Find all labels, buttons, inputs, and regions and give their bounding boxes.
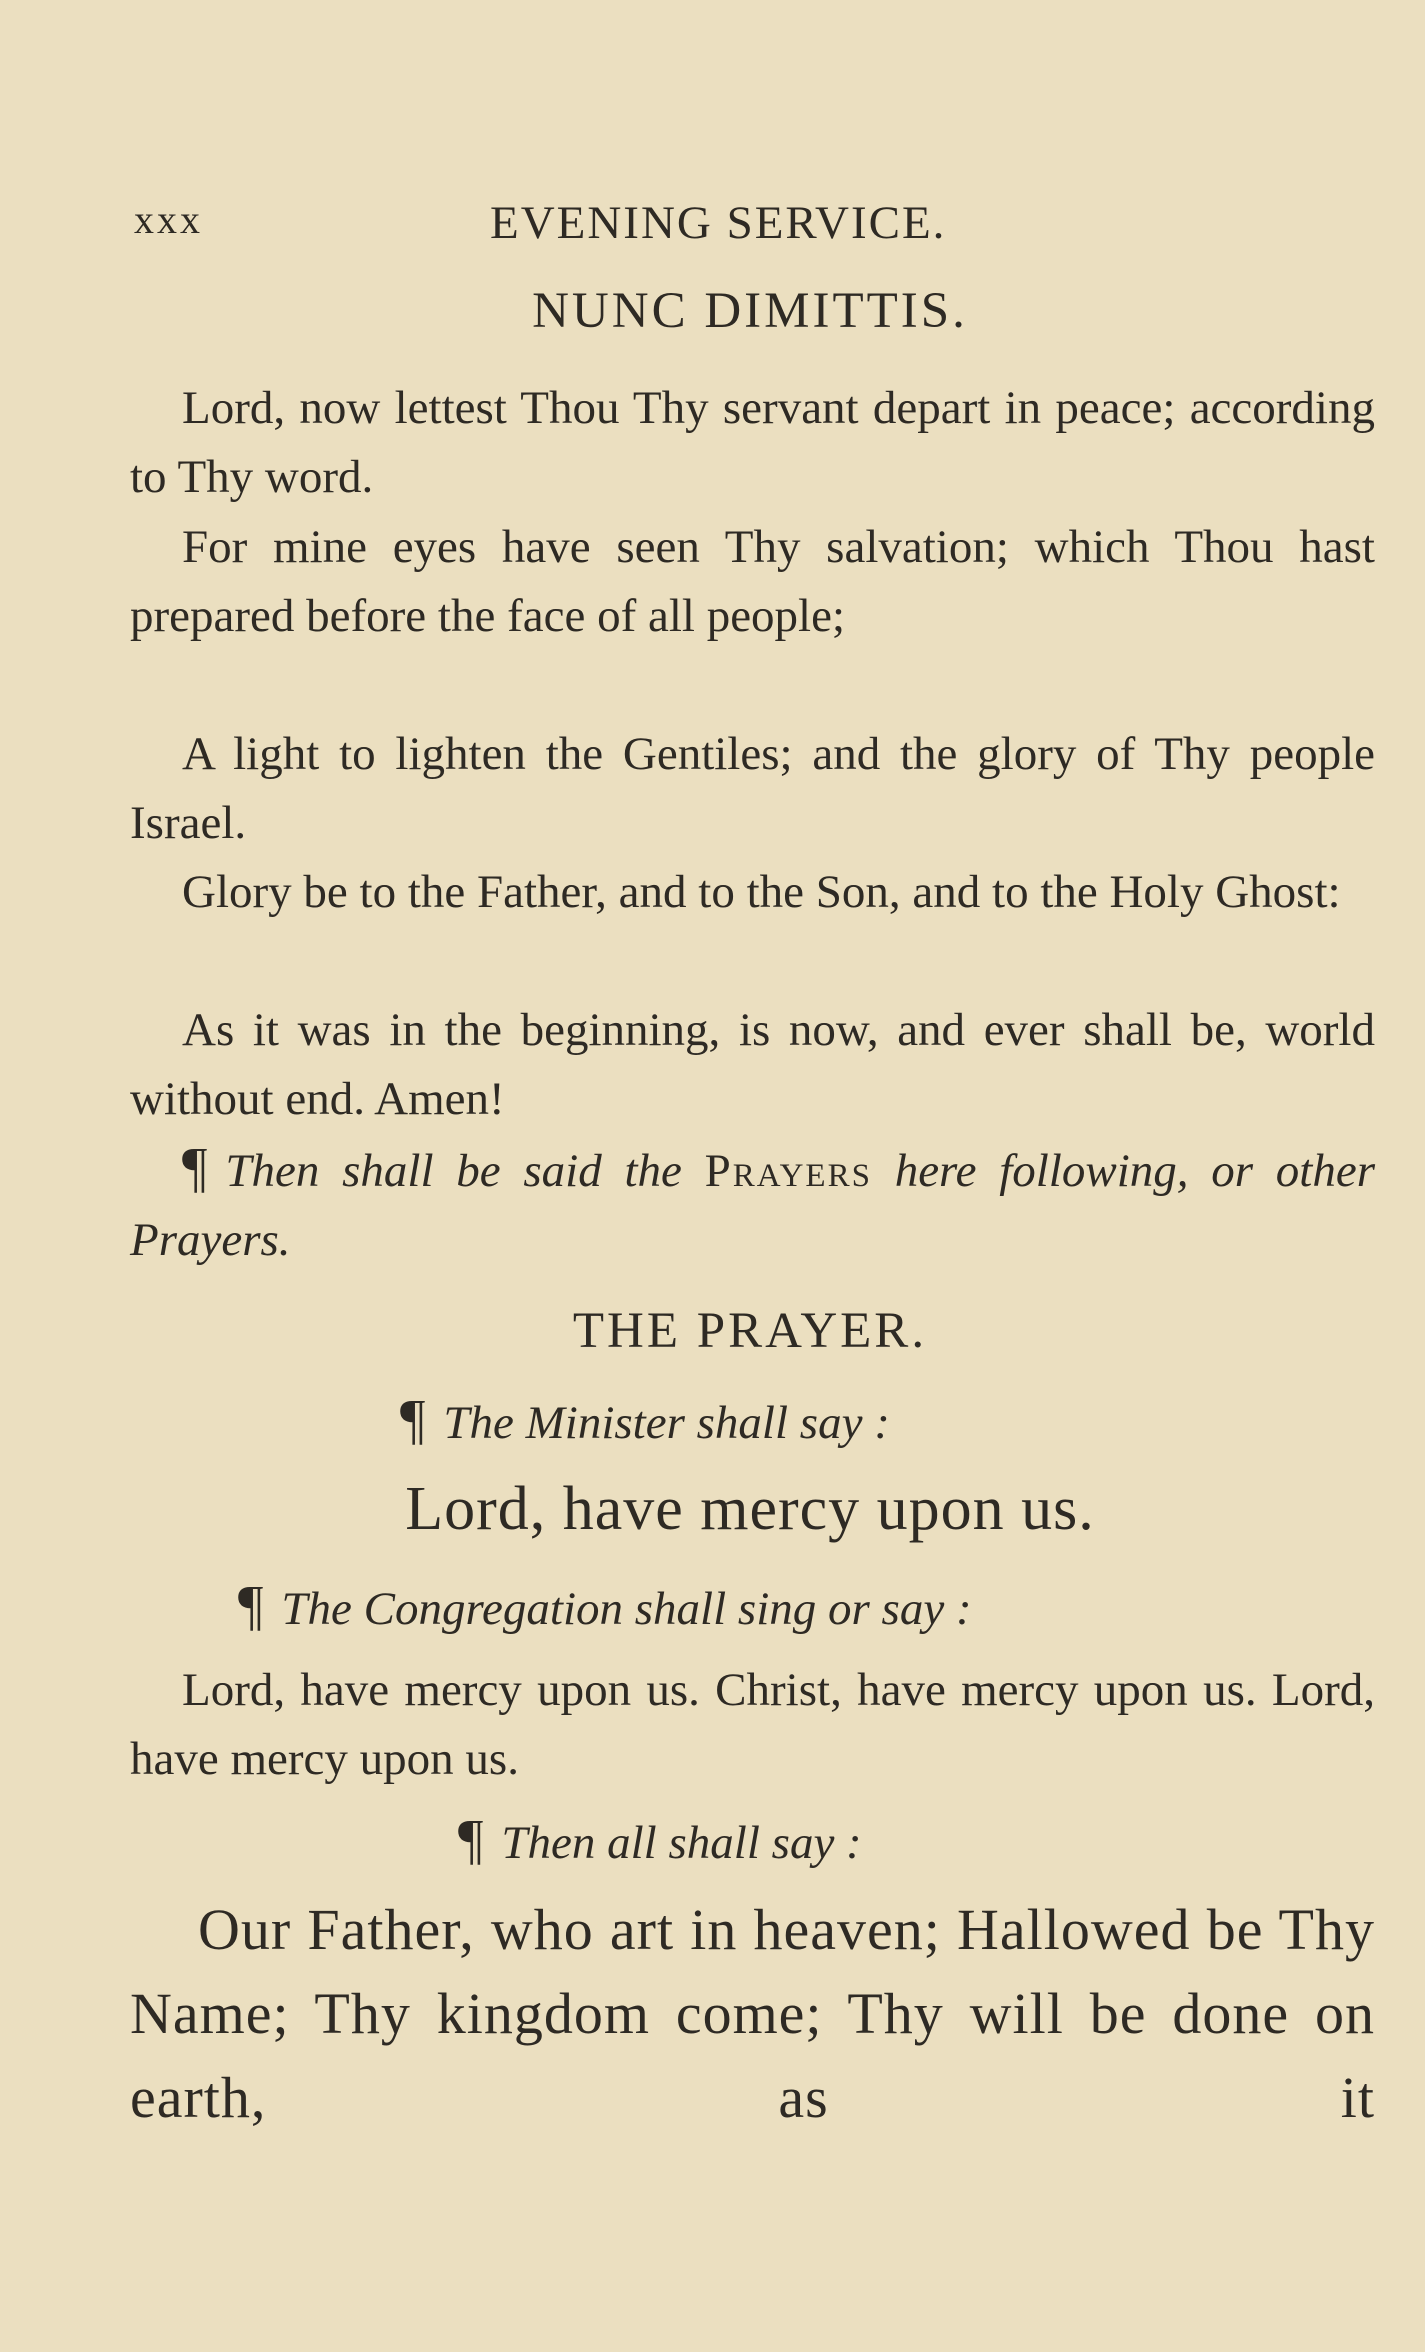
rubric-prayers: ¶ Then shall be said the Prayers here following, or other Prayers. — [130, 1137, 1376, 1266]
prayer-title: THE PRAYER. — [572, 1303, 928, 1359]
pilcrow-icon: ¶ — [400, 1389, 426, 1451]
verse-4: Glory be to the Father, and to the Son, and to the Holy Ghost: — [182, 866, 1341, 918]
page-number: xxx — [134, 197, 203, 242]
pilcrow-icon: ¶ — [458, 1809, 484, 1871]
verse-1: Lord, now lettest Thou Thy servant depart in peace; according to Thy word. — [130, 382, 1375, 503]
lords-prayer: Our Father, who art in heaven; Hallowed be Thy Name; Thy kingdom come; Thy will be done on earth, as it — [130, 1897, 1375, 2130]
rubric-congregation: ¶ The Congregation shall sing or say : — [238, 1575, 972, 1637]
rubric-all: ¶ Then all shall say : — [458, 1809, 862, 1871]
verse-3: A light to lighten the Gentiles; and the glory of Thy people Israel. — [130, 728, 1375, 849]
pilcrow-icon: ¶ — [238, 1575, 264, 1637]
verse-2: For mine eyes have seen Thy salvation; which Thou hast prepared before the face of all people; — [130, 521, 1375, 642]
pilcrow-icon: ¶ — [182, 1137, 208, 1199]
rubric-minister: ¶ The Minister shall say : — [400, 1389, 890, 1451]
running-title: EVENING SERVICE. — [490, 197, 947, 249]
verse-5: As it was in the beginning, is now, and ever shall be, world without end. Amen! — [130, 1004, 1375, 1125]
minister-versicle: Lord, have mercy upon us. — [405, 1475, 1095, 1543]
canticle-title: NUNC DIMITTIS. — [532, 283, 968, 339]
congregation-response: Lord, have mercy upon us. Christ, have mercy upon us. Lord, have mercy upon us. — [130, 1664, 1375, 1785]
